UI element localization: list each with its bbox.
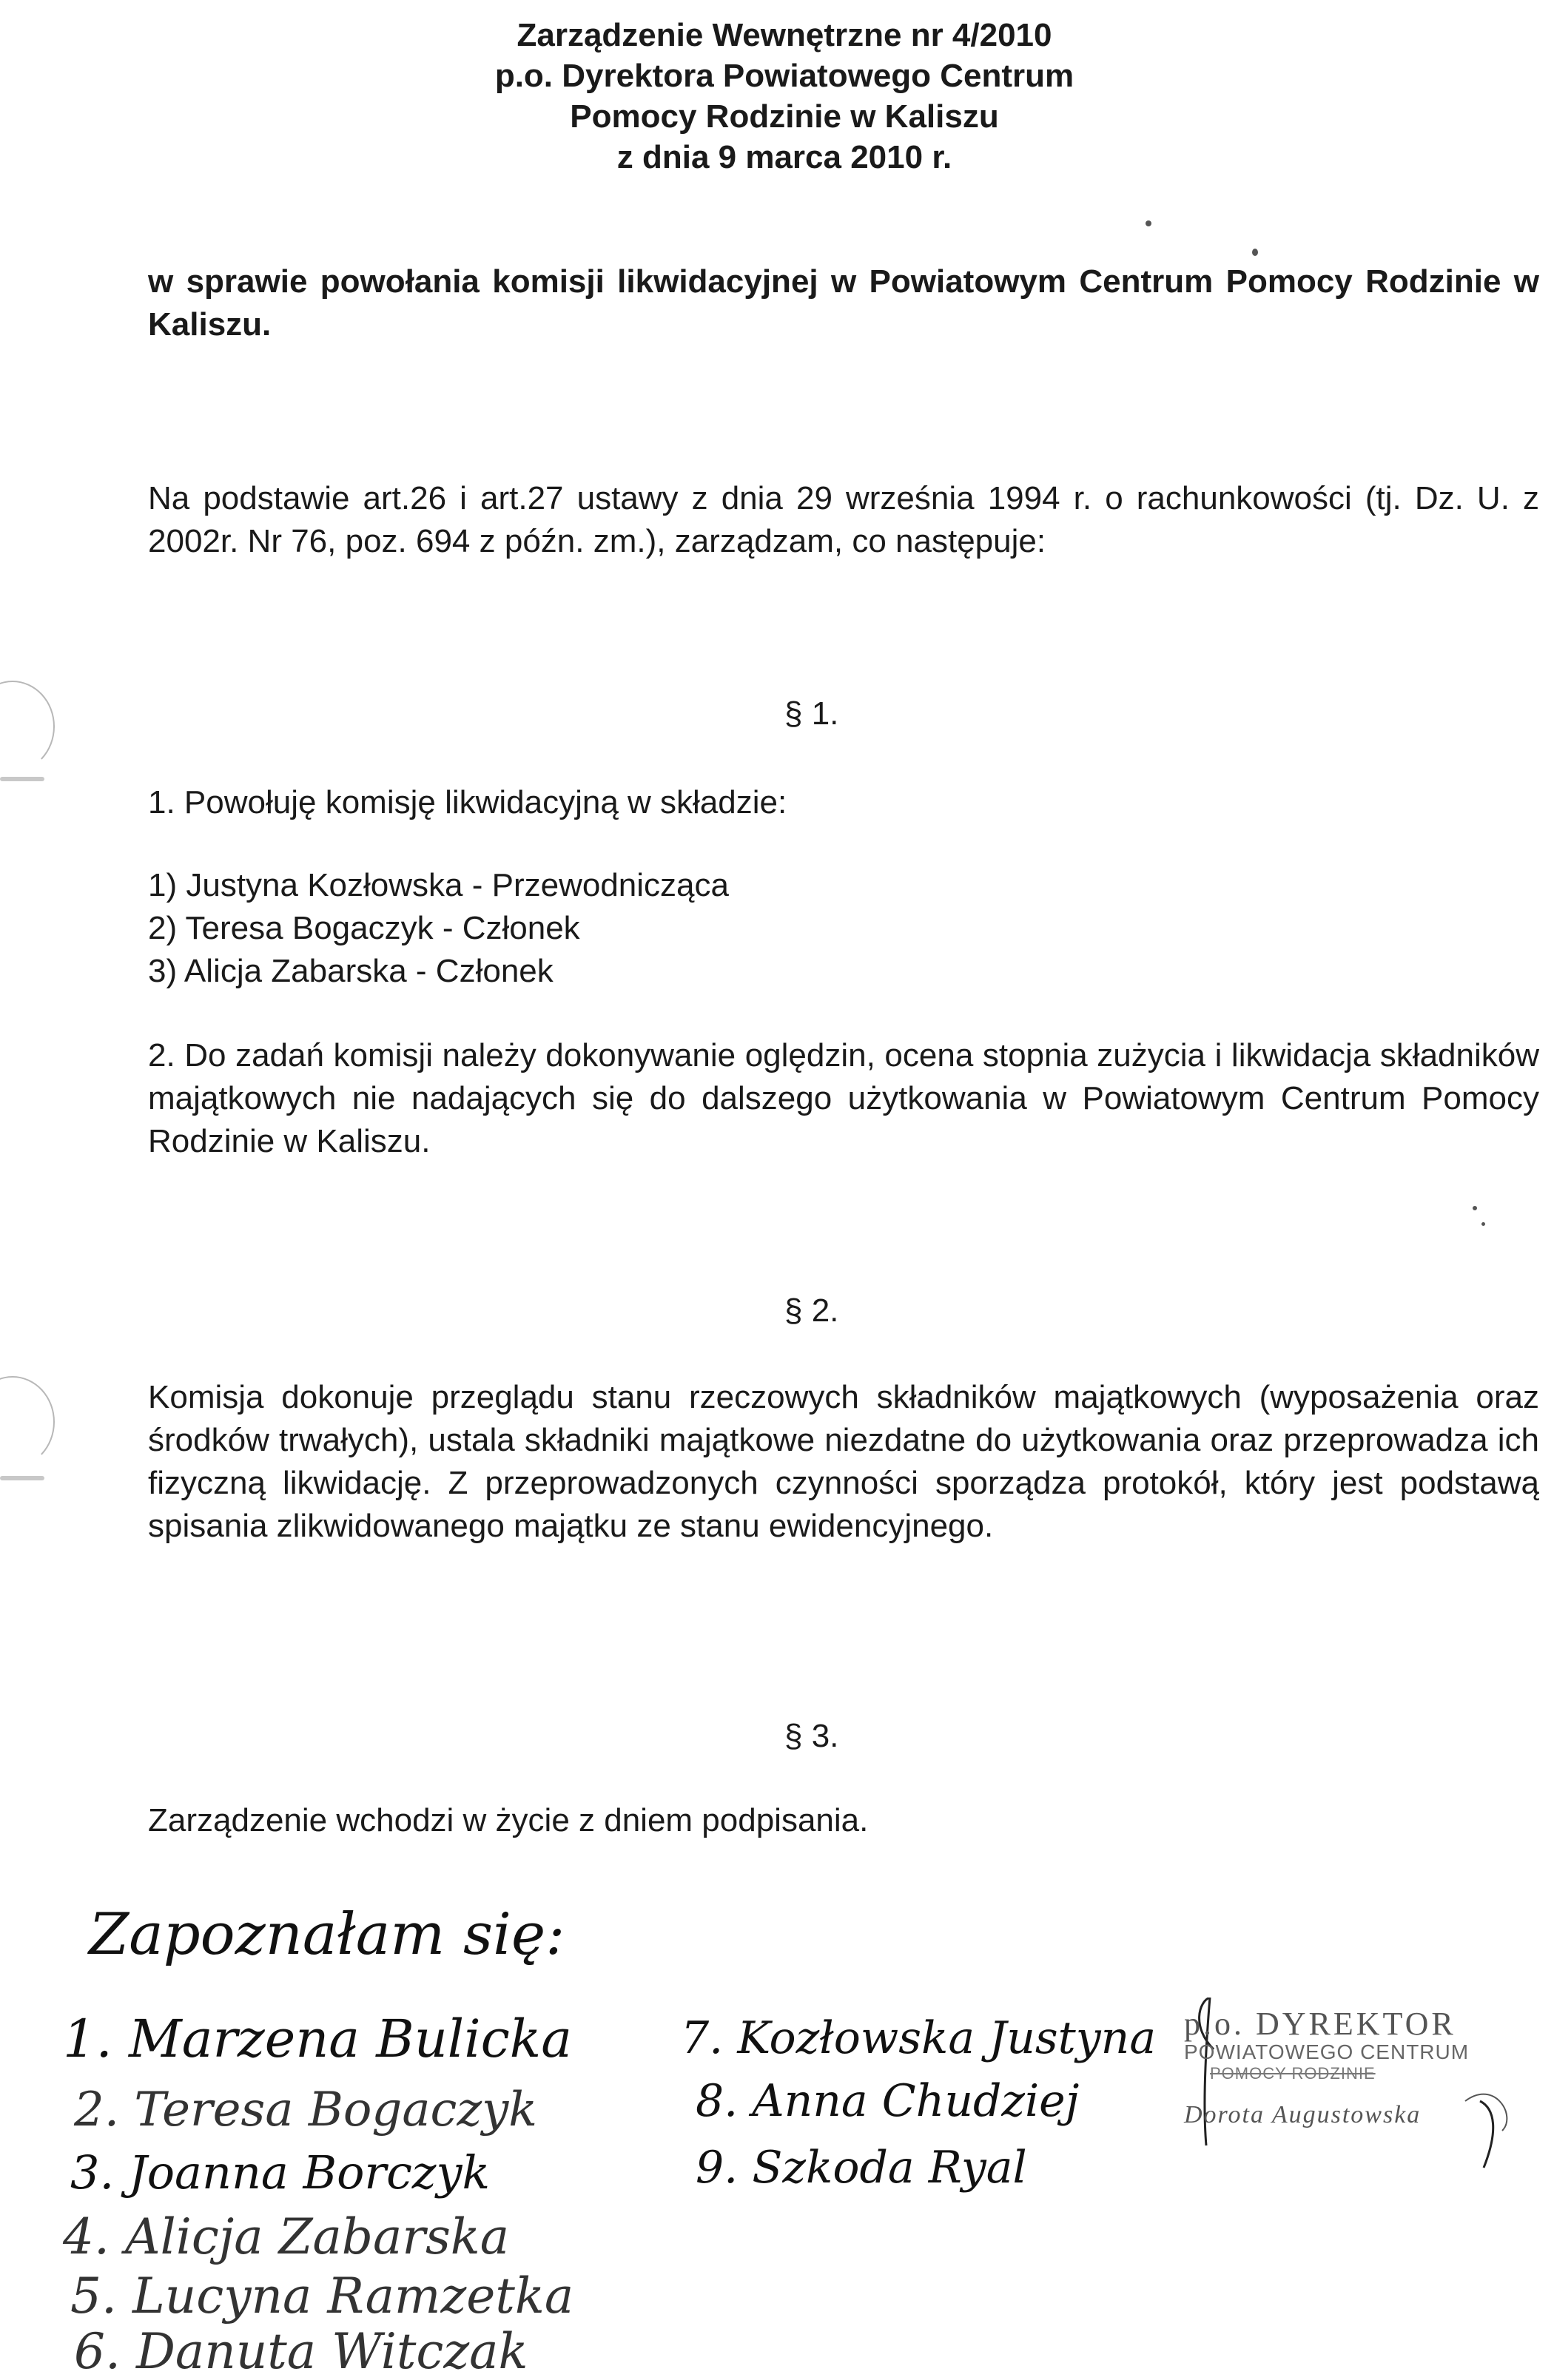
commission-members xyxy=(148,864,1539,993)
heading-line-1: Zarządzenie Wewnętrzne nr 4/2010 xyxy=(517,17,1052,53)
scan-speck xyxy=(1481,1222,1485,1226)
stamp-title: p.o. DYREKTOR xyxy=(1184,2006,1456,2042)
preamble: Na podstawie art.26 i art.27 ustawy z dnia 29 września 1994 r. o rachunkowości (tj. Dz. U. z 2002r. Nr 76, poz. 694 z późn. zm.), zarządzam, co następuje: xyxy=(148,480,1539,559)
scan-speck xyxy=(1473,1206,1477,1210)
heading-line-4: z dnia 9 marca 2010 r. xyxy=(616,139,952,175)
heading-line-3: Pomocy Rodzinie w Kaliszu xyxy=(570,98,999,135)
signature-1: 1. Marzena Bulicka xyxy=(63,2009,572,2069)
section-3-text: Zarządzenie wchodzi w życie z dniem podpisania. xyxy=(148,1802,869,1838)
signature-9: 9. Szkoda Ryal xyxy=(696,2142,1027,2194)
acknowledgement-header: Zapoznałam się: xyxy=(89,1901,565,1968)
signature-8: 8. Anna Chudziej xyxy=(696,2075,1080,2127)
section-1-point-2: 2. Do zadań komisji należy dokonywanie oględzin, ocena stopnia zużycia i likwidacja składników majątkowych nie nadających się do dalszego użytkowania w Powiatowym Centrum Pomocy Rodzinie w Kaliszu. xyxy=(148,1037,1539,1159)
section-1-point-1: 1. Powołuję komisję likwidacyjną w składzie: xyxy=(148,784,787,820)
signature-4: 4. Alicja Zabarska xyxy=(63,2208,510,2265)
scan-speck xyxy=(1252,249,1258,256)
member-1: 1) Justyna Kozłowska - Przewodnicząca xyxy=(148,867,729,903)
stamp-name: Dorota Augustowska xyxy=(1184,2101,1422,2128)
punch-hole-bottom xyxy=(0,1376,55,1468)
member-2: 2) Teresa Bogaczyk - Członek xyxy=(148,910,580,946)
section-1-mark: § 1. xyxy=(784,695,839,732)
stamp-institution-2: POMOCY RODZINIE xyxy=(1210,2064,1376,2083)
stamp-institution-1: POWIATOWEGO CENTRUM xyxy=(1184,2040,1470,2063)
punch-hole-top-shadow xyxy=(0,777,44,781)
signature-6: 6. Danuta Witczak xyxy=(74,2323,528,2380)
signature-3: 3. Joanna Borczyk xyxy=(70,2145,491,2199)
section-2-text: Komisja dokonuje przeglądu stanu rzeczowych składników majątkowych (wyposażenia oraz środków trwałych), ustala składniki majątkowe niezdatne do użytkowania oraz przeprowadza ich fizyczną likwidację. Z przeprowadzonych czynności sporządza protokół, który jest podstawą spisania zlikwidowanego majątku ze stanu ewidencyjnego. xyxy=(148,1379,1539,1544)
member-3: 3) Alicja Zabarska - Członek xyxy=(148,953,554,989)
scan-speck xyxy=(1146,220,1151,226)
document-subject: w sprawie powołania komisji likwidacyjnej w Powiatowym Centrum Pomocy Rodzinie w Kaliszu. xyxy=(148,263,1539,343)
signature-2: 2. Teresa Bogaczyk xyxy=(74,2083,537,2137)
heading-line-2: p.o. Dyrektora Powiatowego Centrum xyxy=(494,58,1074,94)
punch-hole-bottom-shadow xyxy=(0,1476,44,1480)
director-stamp xyxy=(1169,1998,1517,2175)
punch-hole-top xyxy=(0,681,55,772)
signature-5: 5. Lucyna Ramzetka xyxy=(70,2268,574,2325)
document-heading xyxy=(414,15,1154,178)
signature-7: 7. Kozłowska Justyna xyxy=(681,2012,1157,2064)
section-3-mark: § 3. xyxy=(784,1718,839,1754)
section-2-mark: § 2. xyxy=(784,1292,839,1329)
